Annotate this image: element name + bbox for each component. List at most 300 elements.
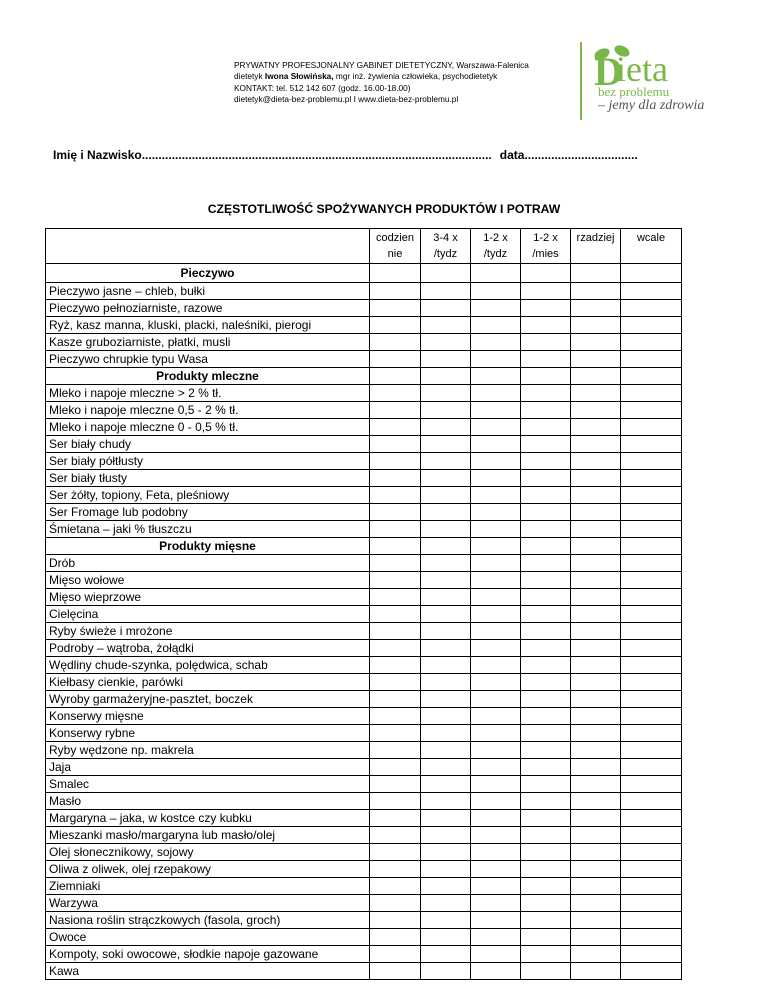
frequency-cell[interactable] xyxy=(471,844,521,861)
frequency-cell[interactable] xyxy=(421,504,471,521)
frequency-cell[interactable] xyxy=(421,283,471,300)
frequency-cell[interactable] xyxy=(621,861,682,878)
frequency-cell[interactable] xyxy=(571,470,621,487)
frequency-cell[interactable] xyxy=(370,283,421,300)
frequency-cell[interactable] xyxy=(621,895,682,912)
frequency-cell[interactable] xyxy=(471,708,521,725)
frequency-cell[interactable] xyxy=(521,708,571,725)
frequency-cell[interactable] xyxy=(521,470,571,487)
frequency-cell[interactable] xyxy=(571,264,621,283)
table-row xyxy=(46,793,682,810)
frequency-cell[interactable] xyxy=(471,317,521,334)
frequency-cell[interactable] xyxy=(370,572,421,589)
frequency-cell[interactable] xyxy=(471,674,521,691)
frequency-cell[interactable] xyxy=(571,776,621,793)
frequency-cell[interactable] xyxy=(571,402,621,419)
frequency-cell[interactable] xyxy=(571,623,621,640)
frequency-cell[interactable] xyxy=(471,538,521,555)
frequency-cell[interactable] xyxy=(521,946,571,963)
section-row xyxy=(46,538,682,555)
frequency-cell[interactable] xyxy=(370,623,421,640)
table-row xyxy=(46,895,682,912)
frequency-cell[interactable] xyxy=(621,912,682,929)
frequency-cell[interactable] xyxy=(471,793,521,810)
frequency-cell[interactable] xyxy=(471,929,521,946)
table-row xyxy=(46,436,682,453)
frequency-cell[interactable] xyxy=(370,419,421,436)
frequency-cell[interactable] xyxy=(370,436,421,453)
frequency-cell[interactable] xyxy=(621,810,682,827)
frequency-cell[interactable] xyxy=(521,895,571,912)
frequency-cell[interactable] xyxy=(621,317,682,334)
frequency-cell[interactable] xyxy=(421,929,471,946)
frequency-cell[interactable] xyxy=(621,453,682,470)
frequency-cell[interactable] xyxy=(421,963,471,980)
frequency-cell[interactable] xyxy=(370,929,421,946)
frequency-cell[interactable] xyxy=(370,589,421,606)
frequency-cell[interactable] xyxy=(421,538,471,555)
frequency-cell[interactable] xyxy=(471,572,521,589)
frequency-cell[interactable] xyxy=(571,436,621,453)
frequency-cell[interactable] xyxy=(421,878,471,895)
frequency-cell[interactable] xyxy=(471,351,521,368)
frequency-cell[interactable] xyxy=(621,538,682,555)
frequency-cell[interactable] xyxy=(370,946,421,963)
frequency-cell[interactable] xyxy=(370,368,421,385)
frequency-cell[interactable] xyxy=(621,708,682,725)
frequency-cell[interactable] xyxy=(421,606,471,623)
frequency-cell[interactable] xyxy=(521,589,571,606)
frequency-cell[interactable] xyxy=(471,385,521,402)
table-row xyxy=(46,674,682,691)
frequency-cell[interactable] xyxy=(421,640,471,657)
frequency-cell[interactable] xyxy=(621,385,682,402)
frequency-cell[interactable] xyxy=(370,878,421,895)
frequency-cell[interactable] xyxy=(621,623,682,640)
frequency-cell[interactable] xyxy=(571,538,621,555)
frequency-cell[interactable] xyxy=(521,555,571,572)
col-header: rzadziej xyxy=(571,229,621,264)
frequency-cell[interactable] xyxy=(471,504,521,521)
table-row xyxy=(46,708,682,725)
frequency-cell[interactable] xyxy=(370,487,421,504)
frequency-cell[interactable] xyxy=(370,827,421,844)
frequency-cell[interactable] xyxy=(370,691,421,708)
frequency-cell[interactable] xyxy=(370,674,421,691)
product-label: Konserwy rybne xyxy=(46,725,370,742)
frequency-cell[interactable] xyxy=(571,385,621,402)
frequency-cell[interactable] xyxy=(521,623,571,640)
frequency-cell[interactable] xyxy=(421,861,471,878)
frequency-cell[interactable] xyxy=(370,861,421,878)
date-field[interactable]: data.................................. xyxy=(499,148,638,162)
frequency-cell[interactable] xyxy=(621,691,682,708)
frequency-cell[interactable] xyxy=(571,300,621,317)
frequency-cell[interactable] xyxy=(471,640,521,657)
table-row xyxy=(46,759,682,776)
frequency-cell[interactable] xyxy=(621,504,682,521)
frequency-cell[interactable] xyxy=(370,657,421,674)
frequency-cell[interactable] xyxy=(621,300,682,317)
frequency-cell[interactable] xyxy=(471,521,521,538)
frequency-cell[interactable] xyxy=(370,793,421,810)
table-row xyxy=(46,912,682,929)
logo-tagline: – jemy dla zdrowia xyxy=(598,98,705,113)
frequency-cell[interactable] xyxy=(471,946,521,963)
section-row xyxy=(46,264,682,283)
frequency-cell[interactable] xyxy=(571,929,621,946)
section-label: Pieczywo xyxy=(46,264,370,283)
frequency-cell[interactable] xyxy=(370,300,421,317)
frequency-cell[interactable] xyxy=(571,640,621,657)
frequency-cell[interactable] xyxy=(621,640,682,657)
frequency-cell[interactable] xyxy=(571,759,621,776)
frequency-cell[interactable] xyxy=(471,895,521,912)
frequency-cell[interactable] xyxy=(521,317,571,334)
frequency-cell[interactable] xyxy=(471,555,521,572)
frequency-cell[interactable] xyxy=(571,504,621,521)
frequency-cell[interactable] xyxy=(421,674,471,691)
frequency-cell[interactable] xyxy=(370,895,421,912)
frequency-cell[interactable] xyxy=(571,708,621,725)
frequency-cell[interactable] xyxy=(621,351,682,368)
frequency-cell[interactable] xyxy=(421,317,471,334)
table-row xyxy=(46,776,682,793)
frequency-cell[interactable] xyxy=(370,317,421,334)
frequency-cell[interactable] xyxy=(521,878,571,895)
product-label: Ser biały półtłusty xyxy=(46,453,370,470)
frequency-cell[interactable] xyxy=(471,487,521,504)
frequency-cell[interactable] xyxy=(421,264,471,283)
frequency-cell[interactable] xyxy=(370,725,421,742)
frequency-cell[interactable] xyxy=(621,742,682,759)
frequency-cell[interactable] xyxy=(421,572,471,589)
frequency-cell[interactable] xyxy=(571,912,621,929)
frequency-cell[interactable] xyxy=(571,963,621,980)
frequency-cell[interactable] xyxy=(571,487,621,504)
frequency-cell[interactable] xyxy=(421,555,471,572)
frequency-cell[interactable] xyxy=(571,589,621,606)
frequency-cell[interactable] xyxy=(471,912,521,929)
product-label: Warzywa xyxy=(46,895,370,912)
frequency-cell[interactable] xyxy=(421,368,471,385)
frequency-cell[interactable] xyxy=(521,844,571,861)
frequency-cell[interactable] xyxy=(421,521,471,538)
frequency-cell[interactable] xyxy=(621,572,682,589)
frequency-cell[interactable] xyxy=(521,283,571,300)
frequency-cell[interactable] xyxy=(521,963,571,980)
frequency-cell[interactable] xyxy=(571,657,621,674)
frequency-cell[interactable] xyxy=(471,725,521,742)
frequency-cell[interactable] xyxy=(421,657,471,674)
frequency-cell[interactable] xyxy=(370,334,421,351)
frequency-cell[interactable] xyxy=(471,878,521,895)
frequency-table xyxy=(45,228,682,980)
frequency-cell[interactable] xyxy=(421,436,471,453)
product-label: Ziemniaki xyxy=(46,878,370,895)
frequency-cell[interactable] xyxy=(471,810,521,827)
frequency-cell[interactable] xyxy=(521,674,571,691)
frequency-cell[interactable] xyxy=(370,504,421,521)
frequency-cell[interactable] xyxy=(370,776,421,793)
frequency-cell[interactable] xyxy=(471,470,521,487)
frequency-cell[interactable] xyxy=(621,759,682,776)
frequency-cell[interactable] xyxy=(521,759,571,776)
frequency-cell[interactable] xyxy=(521,929,571,946)
frequency-cell[interactable] xyxy=(421,912,471,929)
table-row xyxy=(46,487,682,504)
frequency-cell[interactable] xyxy=(370,963,421,980)
frequency-cell[interactable] xyxy=(571,674,621,691)
frequency-cell[interactable] xyxy=(421,402,471,419)
product-label: Podroby – wątroba, żołądki xyxy=(46,640,370,657)
frequency-cell[interactable] xyxy=(621,521,682,538)
frequency-cell[interactable] xyxy=(521,402,571,419)
frequency-cell[interactable] xyxy=(571,844,621,861)
frequency-cell[interactable] xyxy=(471,334,521,351)
frequency-cell[interactable] xyxy=(370,470,421,487)
frequency-cell[interactable] xyxy=(471,691,521,708)
frequency-cell[interactable] xyxy=(571,368,621,385)
frequency-cell[interactable] xyxy=(571,895,621,912)
frequency-cell[interactable] xyxy=(471,300,521,317)
frequency-cell[interactable] xyxy=(571,283,621,300)
frequency-cell[interactable] xyxy=(421,725,471,742)
product-label: Mleko i napoje mleczne 0 - 0,5 % tł. xyxy=(46,419,370,436)
frequency-cell[interactable] xyxy=(571,572,621,589)
frequency-cell[interactable] xyxy=(471,402,521,419)
frequency-cell[interactable] xyxy=(421,351,471,368)
frequency-cell[interactable] xyxy=(521,572,571,589)
frequency-cell[interactable] xyxy=(621,470,682,487)
frequency-cell[interactable] xyxy=(621,878,682,895)
frequency-cell[interactable] xyxy=(571,946,621,963)
frequency-cell[interactable] xyxy=(571,725,621,742)
frequency-cell[interactable] xyxy=(471,264,521,283)
frequency-cell[interactable] xyxy=(571,521,621,538)
table-row xyxy=(46,572,682,589)
frequency-cell[interactable] xyxy=(571,742,621,759)
frequency-cell[interactable] xyxy=(370,351,421,368)
frequency-cell[interactable] xyxy=(370,708,421,725)
frequency-cell[interactable] xyxy=(621,963,682,980)
frequency-cell[interactable] xyxy=(521,776,571,793)
frequency-cell[interactable] xyxy=(521,538,571,555)
frequency-cell[interactable] xyxy=(621,776,682,793)
product-label: Mleko i napoje mleczne > 2 % tł. xyxy=(46,385,370,402)
frequency-cell[interactable] xyxy=(521,487,571,504)
frequency-cell[interactable] xyxy=(521,640,571,657)
frequency-cell[interactable] xyxy=(471,623,521,640)
frequency-cell[interactable] xyxy=(521,742,571,759)
table-row xyxy=(46,419,682,436)
frequency-cell[interactable] xyxy=(521,657,571,674)
frequency-cell[interactable] xyxy=(421,895,471,912)
frequency-cell[interactable] xyxy=(571,861,621,878)
frequency-cell[interactable] xyxy=(521,419,571,436)
frequency-cell[interactable] xyxy=(370,810,421,827)
frequency-cell[interactable] xyxy=(421,385,471,402)
table-row xyxy=(46,929,682,946)
frequency-cell[interactable] xyxy=(521,861,571,878)
frequency-cell[interactable] xyxy=(521,810,571,827)
frequency-cell[interactable] xyxy=(571,453,621,470)
frequency-cell[interactable] xyxy=(421,827,471,844)
frequency-cell[interactable] xyxy=(621,725,682,742)
product-label: Ser żółty, topiony, Feta, pleśniowy xyxy=(46,487,370,504)
frequency-cell[interactable] xyxy=(370,844,421,861)
frequency-cell[interactable] xyxy=(571,317,621,334)
frequency-cell[interactable] xyxy=(370,385,421,402)
frequency-cell[interactable] xyxy=(521,334,571,351)
frequency-cell[interactable] xyxy=(471,776,521,793)
table-row xyxy=(46,861,682,878)
section-label: Produkty mięsne xyxy=(46,538,370,555)
frequency-cell[interactable] xyxy=(370,264,421,283)
product-label: Wyroby garmażeryjne-pasztet, boczek xyxy=(46,691,370,708)
frequency-cell[interactable] xyxy=(521,793,571,810)
frequency-cell[interactable] xyxy=(471,283,521,300)
frequency-cell[interactable] xyxy=(370,912,421,929)
frequency-cell[interactable] xyxy=(521,385,571,402)
frequency-cell[interactable] xyxy=(621,589,682,606)
frequency-cell[interactable] xyxy=(471,759,521,776)
frequency-cell[interactable] xyxy=(521,264,571,283)
frequency-cell[interactable] xyxy=(621,946,682,963)
frequency-cell[interactable] xyxy=(421,742,471,759)
col-header: codzien nie xyxy=(370,229,421,264)
frequency-cell[interactable] xyxy=(521,725,571,742)
frequency-cell[interactable] xyxy=(421,334,471,351)
frequency-cell[interactable] xyxy=(621,793,682,810)
frequency-cell[interactable] xyxy=(621,674,682,691)
frequency-cell[interactable] xyxy=(471,827,521,844)
table-row xyxy=(46,827,682,844)
frequency-cell[interactable] xyxy=(521,504,571,521)
table-row xyxy=(46,878,682,895)
frequency-cell[interactable] xyxy=(471,861,521,878)
frequency-cell[interactable] xyxy=(421,300,471,317)
frequency-cell[interactable] xyxy=(370,402,421,419)
frequency-cell[interactable] xyxy=(421,623,471,640)
frequency-cell[interactable] xyxy=(621,368,682,385)
page-title: CZĘSTOTLIWOŚĆ SPOŻYWANYCH PRODUKTÓW I POTRAW xyxy=(207,202,561,216)
frequency-cell[interactable] xyxy=(471,657,521,674)
frequency-cell[interactable] xyxy=(571,810,621,827)
frequency-cell[interactable] xyxy=(621,827,682,844)
frequency-cell[interactable] xyxy=(521,368,571,385)
frequency-cell[interactable] xyxy=(370,640,421,657)
frequency-cell[interactable] xyxy=(471,963,521,980)
frequency-cell[interactable] xyxy=(521,521,571,538)
col-header: wcale xyxy=(621,229,682,264)
product-label: Masło xyxy=(46,793,370,810)
frequency-cell[interactable] xyxy=(421,793,471,810)
frequency-cell[interactable] xyxy=(621,264,682,283)
frequency-cell[interactable] xyxy=(571,878,621,895)
frequency-cell[interactable] xyxy=(471,589,521,606)
frequency-cell[interactable] xyxy=(421,453,471,470)
frequency-cell[interactable] xyxy=(421,470,471,487)
logo-initial: D xyxy=(594,49,623,94)
frequency-cell[interactable] xyxy=(471,742,521,759)
frequency-cell[interactable] xyxy=(621,487,682,504)
frequency-cell[interactable] xyxy=(370,521,421,538)
frequency-cell[interactable] xyxy=(421,776,471,793)
frequency-cell[interactable] xyxy=(521,300,571,317)
contact-phone: KONTAKT: tel. 512 142 607 (godz. 16.00-18.00) xyxy=(234,82,411,93)
frequency-cell[interactable] xyxy=(621,402,682,419)
frequency-cell[interactable] xyxy=(421,691,471,708)
frequency-cell[interactable] xyxy=(621,657,682,674)
frequency-cell[interactable] xyxy=(521,691,571,708)
frequency-cell[interactable] xyxy=(421,759,471,776)
product-label: Oliwa z oliwek, olej rzepakowy xyxy=(46,861,370,878)
frequency-cell[interactable] xyxy=(370,453,421,470)
frequency-cell[interactable] xyxy=(471,368,521,385)
product-label: Ser biały tłusty xyxy=(46,470,370,487)
frequency-cell[interactable] xyxy=(571,555,621,572)
header-empty-cell xyxy=(46,229,370,264)
frequency-cell[interactable] xyxy=(521,606,571,623)
frequency-cell[interactable] xyxy=(471,419,521,436)
product-label: Mleko i napoje mleczne 0,5 - 2 % tł. xyxy=(46,402,370,419)
dietitian-name: Iwona Słowińska, xyxy=(264,71,334,82)
frequency-cell[interactable] xyxy=(621,419,682,436)
frequency-cell[interactable] xyxy=(471,436,521,453)
frequency-cell[interactable] xyxy=(471,453,521,470)
table-row xyxy=(46,640,682,657)
frequency-cell[interactable] xyxy=(421,810,471,827)
frequency-cell[interactable] xyxy=(621,436,682,453)
frequency-cell[interactable] xyxy=(421,844,471,861)
frequency-cell[interactable] xyxy=(521,436,571,453)
frequency-cell[interactable] xyxy=(571,793,621,810)
frequency-cell[interactable] xyxy=(370,606,421,623)
frequency-cell[interactable] xyxy=(571,334,621,351)
frequency-cell[interactable] xyxy=(521,912,571,929)
frequency-cell[interactable] xyxy=(571,691,621,708)
frequency-cell[interactable] xyxy=(471,606,521,623)
frequency-cell[interactable] xyxy=(621,606,682,623)
frequency-cell[interactable] xyxy=(621,929,682,946)
frequency-cell[interactable] xyxy=(421,708,471,725)
frequency-cell[interactable] xyxy=(521,827,571,844)
frequency-cell[interactable] xyxy=(421,419,471,436)
frequency-cell[interactable] xyxy=(571,419,621,436)
name-field[interactable]: Imię i Nazwisko......................................................................................................... xyxy=(53,148,492,162)
frequency-cell[interactable] xyxy=(421,487,471,504)
frequency-cell[interactable] xyxy=(421,589,471,606)
frequency-cell[interactable] xyxy=(421,946,471,963)
frequency-cell[interactable] xyxy=(370,538,421,555)
table-row xyxy=(46,521,682,538)
frequency-cell[interactable] xyxy=(621,555,682,572)
frequency-cell[interactable] xyxy=(521,351,571,368)
frequency-cell[interactable] xyxy=(571,827,621,844)
frequency-cell[interactable] xyxy=(621,334,682,351)
frequency-cell[interactable] xyxy=(370,555,421,572)
frequency-cell[interactable] xyxy=(571,351,621,368)
frequency-cell[interactable] xyxy=(571,606,621,623)
table-row xyxy=(46,810,682,827)
frequency-cell[interactable] xyxy=(521,453,571,470)
frequency-cell[interactable] xyxy=(370,759,421,776)
frequency-cell[interactable] xyxy=(370,742,421,759)
table-row xyxy=(46,317,682,334)
frequency-cell[interactable] xyxy=(621,844,682,861)
frequency-cell[interactable] xyxy=(621,283,682,300)
